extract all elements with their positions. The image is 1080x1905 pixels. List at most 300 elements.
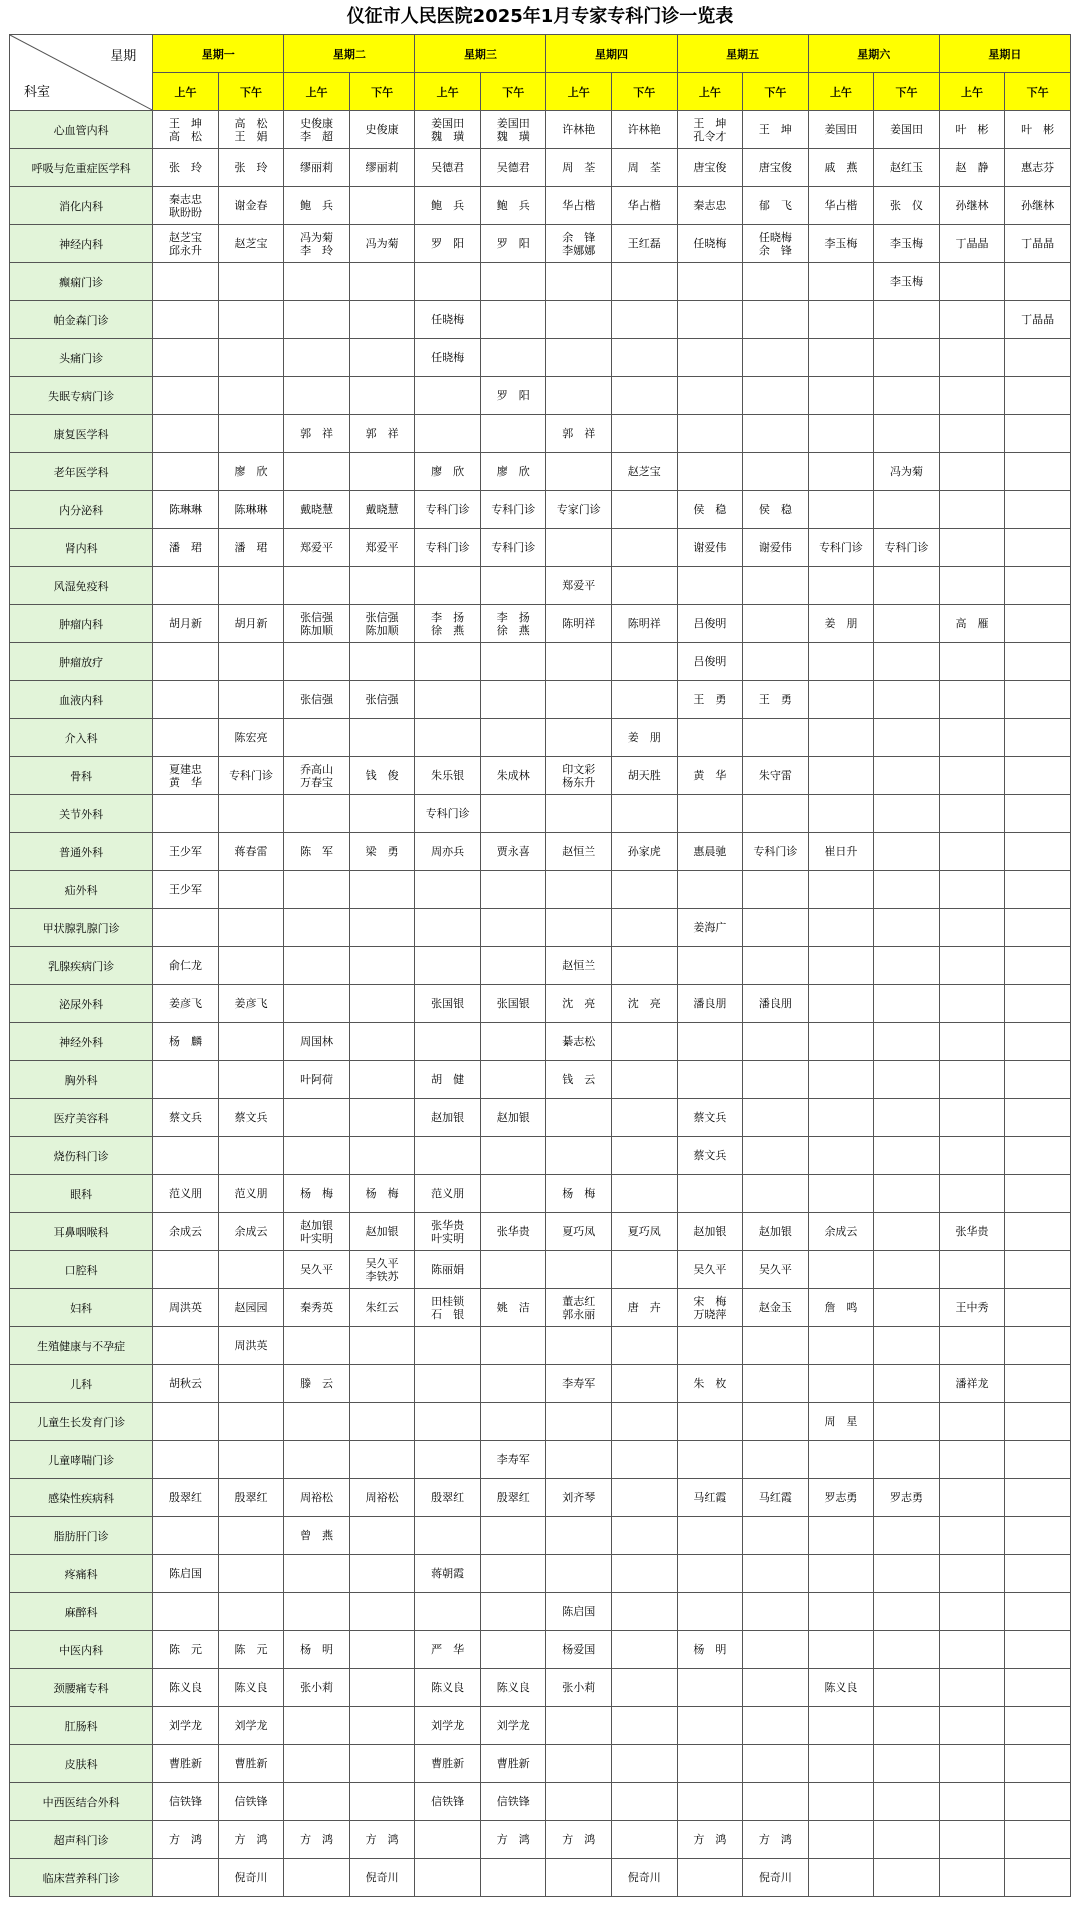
dept-name: 中医内科 [10,1631,153,1669]
schedule-cell: 周裕松 [349,1479,415,1517]
schedule-cell [612,1441,678,1479]
schedule-cell: 刘学龙 [153,1707,219,1745]
dept-name: 麻醉科 [10,1593,153,1631]
schedule-cell [349,1555,415,1593]
schedule-cell [1005,833,1071,871]
schedule-cell: 赵芝宝 [218,225,284,263]
schedule-cell [1005,1251,1071,1289]
schedule-cell [612,1099,678,1137]
schedule-cell: 信铁锋 [218,1783,284,1821]
am-header: 上午 [808,73,874,111]
schedule-cell [743,415,809,453]
table-row [10,1403,1071,1441]
schedule-cell: 姜彦飞 [218,985,284,1023]
schedule-cell [939,415,1005,453]
schedule-cell [480,719,546,757]
schedule-cell: 秦志忠 [677,187,743,225]
schedule-cell [415,719,481,757]
schedule-cell [218,1023,284,1061]
schedule-cell [808,795,874,833]
dept-name: 胸外科 [10,1061,153,1099]
schedule-cell [808,301,874,339]
schedule-cell: 范义朋 [415,1175,481,1213]
schedule-cell: 冯为菊 [874,453,940,491]
schedule-cell [153,339,219,377]
schedule-cell [677,1783,743,1821]
schedule-cell: 蔡文兵 [153,1099,219,1137]
schedule-cell [939,1327,1005,1365]
schedule-cell: 郑爱平 [284,529,350,567]
schedule-cell [743,1555,809,1593]
schedule-cell [874,1327,940,1365]
dept-name: 肿瘤放疗 [10,643,153,681]
schedule-cell: 陈宏亮 [218,719,284,757]
schedule-cell: 廖 欣 [415,453,481,491]
schedule-cell [874,1289,940,1327]
schedule-cell [349,1441,415,1479]
schedule-cell: 专科门诊 [218,757,284,795]
schedule-cell [612,1023,678,1061]
schedule-cell [939,1137,1005,1175]
schedule-cell [415,377,481,415]
dept-name: 肛肠科 [10,1707,153,1745]
schedule-cell [1005,1365,1071,1403]
schedule-cell: 胡秋云 [153,1365,219,1403]
schedule-cell [1005,1289,1071,1327]
schedule-cell: 方 鸿 [480,1821,546,1859]
schedule-cell: 王 坤 [743,111,809,149]
schedule-cell: 刘齐琴 [546,1479,612,1517]
schedule-cell: 方 鸿 [153,1821,219,1859]
schedule-cell [808,263,874,301]
schedule-cell: 胡 健 [415,1061,481,1099]
table-row [10,1099,1071,1137]
schedule-cell: 李 扬 徐 燕 [415,605,481,643]
schedule-cell: 乔高山 万春宝 [284,757,350,795]
schedule-cell: 李玉梅 [874,263,940,301]
schedule-cell [546,643,612,681]
schedule-cell [677,795,743,833]
schedule-cell: 赵加银 叶实明 [284,1213,350,1251]
schedule-cell: 丁晶晶 [1005,225,1071,263]
schedule-cell: 陈丽娟 [415,1251,481,1289]
schedule-cell [677,871,743,909]
schedule-cell: 杨 梅 [546,1175,612,1213]
schedule-cell: 张华贵 叶实明 [415,1213,481,1251]
schedule-cell: 专科门诊 [808,529,874,567]
schedule-cell: 张信强 陈加顺 [349,605,415,643]
schedule-cell [153,681,219,719]
schedule-cell: 叶阿荷 [284,1061,350,1099]
schedule-cell: 杨 梅 [349,1175,415,1213]
dept-name: 骨科 [10,757,153,795]
schedule-cell [743,1631,809,1669]
schedule-cell: 陈 元 [218,1631,284,1669]
schedule-cell [1005,909,1071,947]
schedule-cell [218,1441,284,1479]
schedule-cell [349,719,415,757]
schedule-cell [153,1251,219,1289]
schedule-cell [612,681,678,719]
header-corner [10,35,153,111]
schedule-cell: 陈明祥 [546,605,612,643]
schedule-cell [284,377,350,415]
schedule-cell [874,1783,940,1821]
schedule-cell: 张小莉 [546,1669,612,1707]
pm-header: 下午 [743,73,809,111]
schedule-cell [874,1213,940,1251]
schedule-cell [808,1631,874,1669]
schedule-cell: 赵加银 [349,1213,415,1251]
schedule-cell: 潘良朋 [677,985,743,1023]
schedule-cell [153,263,219,301]
schedule-cell [874,643,940,681]
schedule-cell [153,1441,219,1479]
schedule-cell: 赵红玉 [874,149,940,187]
schedule-cell [939,567,1005,605]
schedule-cell [677,263,743,301]
schedule-cell: 余成云 [218,1213,284,1251]
schedule-cell [874,1365,940,1403]
schedule-cell: 叶 彬 [939,111,1005,149]
schedule-cell [939,1783,1005,1821]
schedule-cell [1005,643,1071,681]
schedule-cell: 信铁锋 [415,1783,481,1821]
schedule-cell [415,1821,481,1859]
schedule-cell [743,719,809,757]
schedule-cell [415,567,481,605]
dept-name: 生殖健康与不孕症 [10,1327,153,1365]
schedule-cell: 鲍 兵 [284,187,350,225]
schedule-cell [1005,605,1071,643]
schedule-cell [415,1137,481,1175]
schedule-cell [546,719,612,757]
schedule-cell: 方 鸿 [284,1821,350,1859]
schedule-cell [480,339,546,377]
schedule-cell [677,1669,743,1707]
schedule-cell [874,1517,940,1555]
schedule-cell [415,1403,481,1441]
schedule-cell [677,301,743,339]
schedule-cell: 任晓梅 余 锋 [743,225,809,263]
schedule-cell [939,1593,1005,1631]
schedule-cell [808,491,874,529]
schedule-cell: 罗 阳 [415,225,481,263]
schedule-cell [677,1441,743,1479]
schedule-cell: 冯为菊 李 玲 [284,225,350,263]
schedule-cell [349,1593,415,1631]
schedule-cell: 罗 阳 [480,225,546,263]
table-row [10,1213,1071,1251]
schedule-cell: 滕 云 [284,1365,350,1403]
schedule-cell [808,1593,874,1631]
schedule-cell [874,1403,940,1441]
schedule-cell: 倪奇川 [743,1859,809,1897]
schedule-cell [677,1023,743,1061]
corner-week-label: 星期 [110,49,137,64]
schedule-cell [612,643,678,681]
schedule-cell: 姜 朋 [808,605,874,643]
schedule-cell [743,1137,809,1175]
schedule-cell [874,1821,940,1859]
schedule-cell [743,377,809,415]
dept-name: 肿瘤内科 [10,605,153,643]
schedule-cell: 廖 欣 [218,453,284,491]
schedule-cell: 方 鸿 [218,1821,284,1859]
schedule-cell: 姜 朋 [612,719,678,757]
schedule-cell [612,1403,678,1441]
schedule-cell: 王 坤 孔令才 [677,111,743,149]
schedule-cell: 杨爱国 [546,1631,612,1669]
schedule-cell: 曹胜新 [415,1745,481,1783]
table-row [10,339,1071,377]
schedule-cell: 刘学龙 [480,1707,546,1745]
table-row [10,643,1071,681]
schedule-cell: 专家门诊 [546,491,612,529]
schedule-cell: 戴晓慧 [284,491,350,529]
schedule-cell [939,1479,1005,1517]
schedule-cell [153,795,219,833]
table-row [10,1137,1071,1175]
schedule-cell [1005,1479,1071,1517]
dept-name: 超声科门诊 [10,1821,153,1859]
schedule-cell [874,1441,940,1479]
schedule-cell: 王少军 [153,871,219,909]
schedule-cell [349,909,415,947]
schedule-cell: 信铁锋 [153,1783,219,1821]
dept-name: 颈腰痛专科 [10,1669,153,1707]
table-row [10,149,1071,187]
schedule-cell: 史俊康 [349,111,415,149]
schedule-cell [743,643,809,681]
schedule-cell: 蒋春雷 [218,833,284,871]
table-row [10,1023,1071,1061]
schedule-cell [612,415,678,453]
schedule-cell: 陈 元 [153,1631,219,1669]
schedule-cell [284,909,350,947]
schedule-cell: 黄 华 [677,757,743,795]
schedule-cell: 陈义良 [808,1669,874,1707]
schedule-cell: 王 坤 高 松 [153,111,219,149]
schedule-cell [1005,491,1071,529]
schedule-cell: 蒋朝霞 [415,1555,481,1593]
schedule-cell [939,1821,1005,1859]
schedule-cell [939,1099,1005,1137]
table-row [10,453,1071,491]
corner-dept-label: 科室 [24,85,51,100]
schedule-cell [808,1251,874,1289]
schedule-cell: 方 鸿 [546,1821,612,1859]
schedule-cell [153,1403,219,1441]
schedule-cell [480,1859,546,1897]
schedule-cell: 张小莉 [284,1669,350,1707]
schedule-cell [546,1099,612,1137]
schedule-cell: 冯为菊 [349,225,415,263]
schedule-cell [218,1403,284,1441]
schedule-cell [284,985,350,1023]
schedule-cell: 陈琳琳 [153,491,219,529]
schedule-cell: 鲍 兵 [415,187,481,225]
schedule-cell [480,871,546,909]
schedule-cell [743,1745,809,1783]
schedule-cell: 陈义良 [218,1669,284,1707]
schedule-cell: 沈 亮 [546,985,612,1023]
schedule-cell: 赵恒兰 [546,947,612,985]
schedule-cell: 陈明祥 [612,605,678,643]
schedule-cell [349,1099,415,1137]
schedule-cell: 周 荃 [612,149,678,187]
am-header: 上午 [153,73,219,111]
schedule-cell [284,1403,350,1441]
schedule-cell: 殷翠红 [153,1479,219,1517]
schedule-cell [415,1593,481,1631]
schedule-cell [1005,681,1071,719]
schedule-cell: 赵芝宝 [612,453,678,491]
schedule-cell [939,1441,1005,1479]
schedule-cell [874,1175,940,1213]
dept-name: 眼科 [10,1175,153,1213]
schedule-cell: 严 华 [415,1631,481,1669]
schedule-cell: 陈义良 [415,1669,481,1707]
schedule-cell: 宋 梅 万晓萍 [677,1289,743,1327]
schedule-cell [284,1137,350,1175]
schedule-cell: 殷翠红 [218,1479,284,1517]
schedule-cell [743,871,809,909]
table-row [10,795,1071,833]
table-row [10,985,1071,1023]
schedule-cell [808,985,874,1023]
schedule-cell [808,1365,874,1403]
schedule-cell [874,377,940,415]
schedule-cell: 李寿军 [480,1441,546,1479]
schedule-cell [808,1707,874,1745]
table-row [10,187,1071,225]
schedule-cell [939,1707,1005,1745]
schedule-cell [546,1707,612,1745]
schedule-cell [612,947,678,985]
schedule-cell: 印文彩 杨东升 [546,757,612,795]
schedule-cell [1005,1137,1071,1175]
schedule-cell: 郭 祥 [284,415,350,453]
schedule-cell [939,719,1005,757]
schedule-cell [349,1669,415,1707]
table-row [10,301,1071,339]
schedule-cell [874,491,940,529]
table-row [10,1821,1071,1859]
schedule-cell [743,301,809,339]
schedule-cell [480,1061,546,1099]
table-row [10,1061,1071,1099]
schedule-cell [349,263,415,301]
dept-name: 癫痫门诊 [10,263,153,301]
table-row [10,1517,1071,1555]
schedule-cell [808,339,874,377]
schedule-cell: 吴德君 [415,149,481,187]
schedule-cell: 周 星 [808,1403,874,1441]
schedule-cell [284,339,350,377]
schedule-cell: 倪奇川 [612,1859,678,1897]
schedule-cell: 钱 云 [546,1061,612,1099]
schedule-cell [612,1137,678,1175]
header-row-days [10,35,1071,73]
schedule-cell [612,263,678,301]
schedule-cell [415,681,481,719]
schedule-cell [349,1403,415,1441]
schedule-cell: 董志红 郭永丽 [546,1289,612,1327]
schedule-cell [153,1061,219,1099]
schedule-cell: 蔡文兵 [677,1099,743,1137]
schedule-cell [612,301,678,339]
schedule-cell: 惠志芬 [1005,149,1071,187]
schedule-cell: 赵金玉 [743,1289,809,1327]
schedule-cell: 侯 稳 [677,491,743,529]
schedule-cell [349,795,415,833]
schedule-cell: 赵加银 [743,1213,809,1251]
schedule-cell [218,301,284,339]
dept-name: 风湿免疫科 [10,567,153,605]
schedule-cell [874,757,940,795]
schedule-cell: 綦志松 [546,1023,612,1061]
table-row [10,567,1071,605]
schedule-cell [939,301,1005,339]
schedule-cell: 唐宝俊 [677,149,743,187]
schedule-cell [218,339,284,377]
schedule-cell [743,795,809,833]
am-header: 上午 [415,73,481,111]
dept-name: 医疗美容科 [10,1099,153,1137]
schedule-cell [874,681,940,719]
schedule-cell [874,1745,940,1783]
schedule-cell [874,301,940,339]
schedule-cell [677,1175,743,1213]
schedule-cell [480,263,546,301]
schedule-cell [743,567,809,605]
schedule-cell: 陈义良 [480,1669,546,1707]
schedule-cell [349,1631,415,1669]
table-row [10,1631,1071,1669]
schedule-cell [612,1593,678,1631]
schedule-cell [808,1555,874,1593]
schedule-cell: 郑爱平 [546,567,612,605]
schedule-cell [349,1327,415,1365]
schedule-cell: 姜海广 [677,909,743,947]
schedule-cell [612,1061,678,1099]
schedule-cell: 许林艳 [612,111,678,149]
schedule-cell: 胡月新 [218,605,284,643]
am-header: 上午 [939,73,1005,111]
schedule-cell [808,1137,874,1175]
schedule-cell: 李玉梅 [874,225,940,263]
schedule-cell: 方 鸿 [743,1821,809,1859]
schedule-cell [218,567,284,605]
schedule-cell: 孙继林 [939,187,1005,225]
schedule-cell [612,1327,678,1365]
schedule-cell [808,1517,874,1555]
day-header: 星期四 [546,35,677,73]
schedule-cell: 张华贵 [480,1213,546,1251]
dept-name: 神经外科 [10,1023,153,1061]
schedule-cell [743,339,809,377]
schedule-cell [874,1707,940,1745]
schedule-cell [1005,1859,1071,1897]
schedule-cell [284,1555,350,1593]
table-row [10,909,1071,947]
schedule-cell: 陈 军 [284,833,350,871]
schedule-cell [1005,947,1071,985]
schedule-cell: 倪奇川 [218,1859,284,1897]
table-row [10,871,1071,909]
dept-name: 普通外科 [10,833,153,871]
